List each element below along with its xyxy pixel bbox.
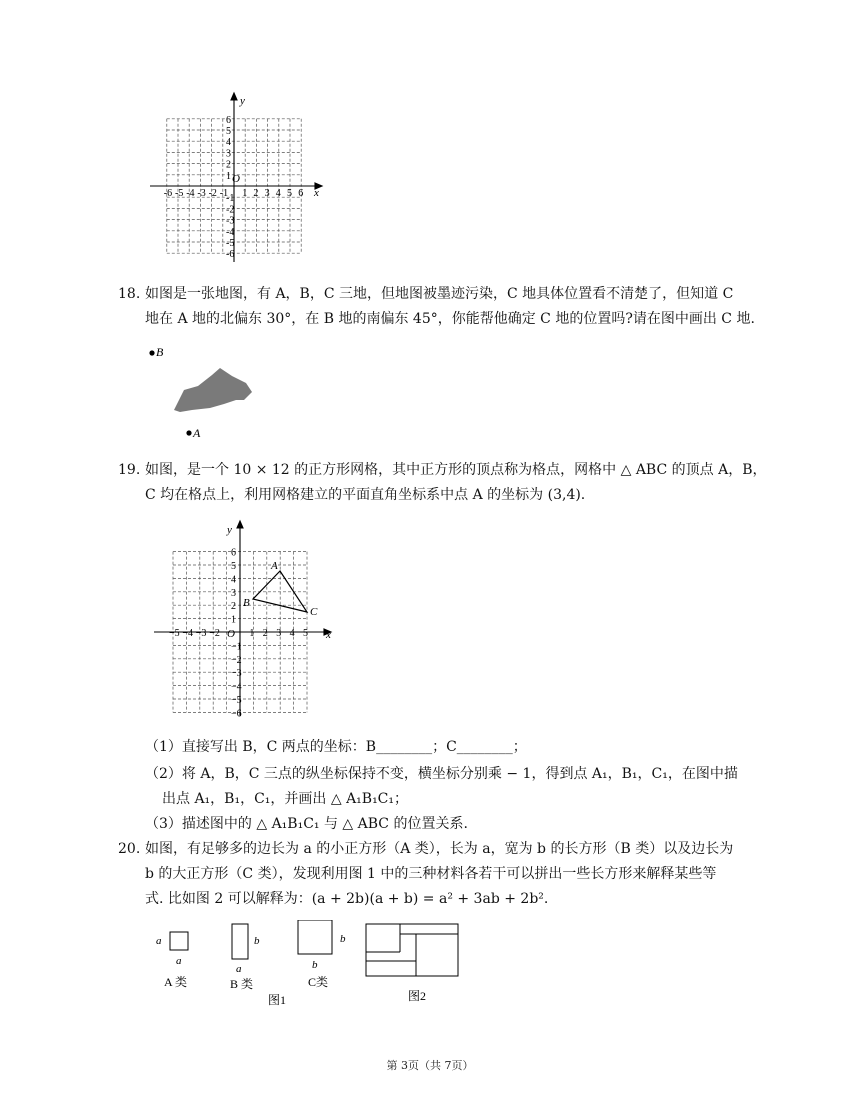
q19-sub2-line2: 出点 A₁，B₁，C₁，并画出 △ A₁B₁C₁； [162, 791, 409, 807]
fig1-caption: 图1 [268, 993, 287, 1007]
q19-sub1: （1）直接写出 B，C 两点的坐标：B________；C________； [145, 739, 527, 755]
q19-y-tick-label: 1 [231, 614, 236, 626]
q19-y-tick-label: −6 [231, 708, 242, 720]
rect-b-type [232, 924, 248, 959]
q17-x-tick-label: -5 [175, 188, 184, 199]
q17-x-tick-label: -2 [208, 188, 217, 199]
q19-x-tick-label: 1 [249, 628, 255, 639]
q18-text-line1: 如图是一张地图，有 A，B，C 三地，但地图被墨迹污染，C 地具体位置看不清楚了，但知道 C [145, 286, 734, 302]
q17-x-tick-label: -6 [163, 188, 173, 199]
q17-x-tick-label: 6 [298, 188, 304, 199]
q19-tick-labels [169, 548, 308, 720]
point-b-label: B [156, 345, 164, 359]
q17-x-tick-label: 3 [264, 188, 270, 199]
q17-y-tick-label: 6 [226, 114, 231, 126]
caption-b-type: B 类 [230, 977, 254, 991]
q20-figures [150, 920, 470, 1015]
square-a-bottom-label: a [176, 955, 182, 967]
square-a-type [170, 932, 188, 950]
caption-c-type: C类 [308, 975, 329, 989]
q19-y-tick-label: −3 [231, 668, 242, 680]
q17-x-tick-label: 5 [287, 188, 292, 199]
q17-x-tick-label: 1 [242, 188, 248, 199]
q18-map-figure [140, 340, 280, 445]
q17-y-tick-label: -3 [226, 215, 235, 227]
q19-y-tick-label: 6 [231, 547, 236, 559]
caption-a-type: A 类 [164, 975, 188, 989]
q17-x-tick-label: 4 [275, 188, 281, 199]
q17-y-tick-label: 3 [226, 148, 231, 160]
q19-y-tick-label: −2 [231, 654, 242, 666]
q20-text-line2: b 的大正方形（C 类），发现利用图 1 中的三种材料各若干可以拼出一些长方形来解释某些等 [145, 866, 717, 882]
q17-y-tick-label: 5 [226, 126, 231, 137]
q19-x-tick-label: −3 [195, 628, 207, 639]
q17-x-tick-label: -4 [186, 188, 195, 199]
q19-x-tick-label: −4 [182, 628, 194, 639]
q19-y-tick-label: 5 [231, 561, 236, 572]
q20-number: 20. [118, 841, 141, 857]
q19-y-tick-label: −5 [231, 695, 242, 706]
q19-x-tick-label: −2 [209, 628, 220, 639]
vertex-c-label: C [310, 606, 318, 618]
q19-x-tick-label: 4 [289, 628, 295, 639]
q17-coordinate-grid [150, 90, 325, 265]
q17-origin-label: O [232, 173, 240, 185]
q20-text-line3: 式. 比如图 2 可以解释为：(a + 2b)(a + b) = a² + 3ab + 2b². [145, 891, 549, 907]
point-a-label: A [193, 426, 201, 440]
q19-y-tick-label: −1 [231, 641, 242, 653]
q17-y-tick-label: -4 [226, 226, 235, 238]
ink-stain [174, 368, 252, 412]
q19-sub3: （3）描述图中的 △ A₁B₁C₁ 与 △ ABC 的位置关系. [145, 816, 468, 832]
q17-y-arrow [231, 93, 237, 100]
q19-x-tick-label: −5 [169, 628, 180, 639]
vertex-a-label: A [271, 560, 278, 572]
q17-y-tick-label: 1 [226, 170, 231, 182]
q19-origin-label: O [227, 628, 235, 640]
fig2-caption: 图2 [408, 989, 427, 1003]
q19-y-arrow [237, 521, 243, 528]
q19-y-label: y [227, 524, 232, 536]
q19-x-tick-label: 3 [276, 628, 282, 639]
square-a-side-label: a [156, 935, 162, 947]
q19-sub2-line1: （2）将 A，B，C 三点的纵坐标保持不变，横坐标分别乘 − 1，得到点 A₁，B₁，C₁，在图中描 [145, 766, 738, 782]
square-c-type [298, 920, 332, 954]
square-c-side-label: b [340, 933, 346, 945]
point-a-dot [186, 430, 191, 435]
q17-y-tick-label: 4 [226, 137, 231, 149]
q17-y-label: y [240, 95, 245, 107]
q19-y-tick-label: 2 [231, 601, 236, 613]
rect-b-side-label: b [254, 935, 260, 947]
q17-x-tick-label: 2 [253, 188, 259, 199]
q19-text-line1: 如图，是一个 10 × 12 的正方形网格，其中正方形的顶点称为格点，网格中 △ ABC 的顶点 A，B， [145, 462, 767, 478]
q19-x-label: x [326, 629, 331, 641]
q19-text-line2: C 均在格点上，利用网格建立的平面直角坐标系中点 A 的坐标为 (3,4). [145, 487, 586, 503]
q17-x-tick-label: -1 [219, 188, 229, 199]
q18-number: 18. [118, 286, 141, 302]
rect-b-bottom-label: a [236, 963, 242, 975]
q20-text-line1: 如图，有足够多的边长为 a 的小正方形（A 类），长为 a，宽为 b 的长方形（B 类）以及边长为 [145, 841, 734, 857]
q17-y-tick-label: -5 [226, 238, 235, 249]
q19-x-tick-label: 5 [303, 628, 308, 639]
fig2-composite-rectangle [366, 924, 458, 976]
page-footer: 第 3页（共 7页） [386, 1059, 474, 1072]
q18-text-line2: 地在 A 地的北偏东 30°，在 B 地的南偏东 45°，你能帮他确定 C 地的位置吗?请在图中画出 C 地. [145, 311, 755, 327]
vertex-b-label: B [243, 597, 250, 609]
q17-x-label: x [314, 187, 319, 199]
q17-y-tick-label: -6 [226, 249, 235, 261]
q17-y-tick-label: -1 [226, 193, 235, 205]
q19-y-tick-label: −4 [231, 681, 242, 693]
q19-y-tick-label: 3 [231, 587, 236, 599]
q19-coordinate-grid [150, 518, 340, 720]
square-c-bottom-label: b [312, 959, 318, 971]
q19-x-tick-label: 2 [262, 628, 268, 639]
q19-number: 19. [118, 462, 141, 478]
q17-y-tick-label: 2 [226, 159, 231, 171]
q17-y-tick-label: -2 [226, 204, 235, 216]
point-b-dot [149, 350, 154, 355]
q19-y-tick-label: 4 [231, 574, 236, 586]
q17-x-tick-label: -3 [197, 188, 206, 199]
